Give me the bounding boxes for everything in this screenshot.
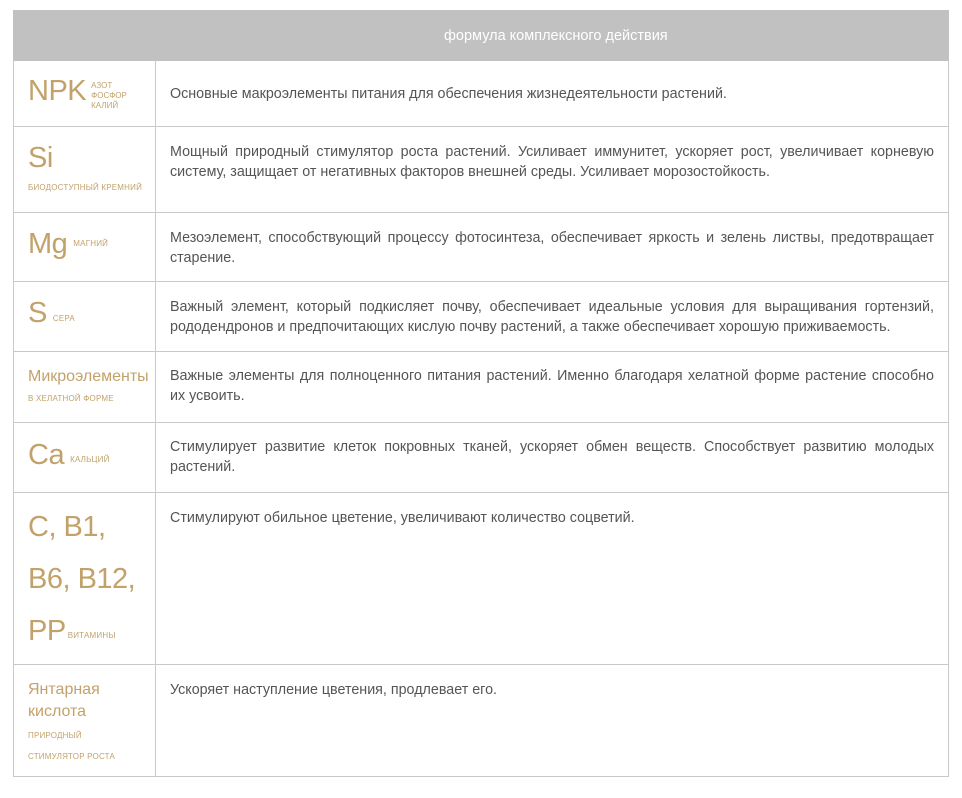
- element-symbol-line: B6, B12,: [28, 563, 136, 595]
- element-subtitle: КАЛЬЦИЙ: [70, 454, 110, 464]
- table-row: [14, 61, 949, 127]
- table-row: [14, 423, 949, 493]
- element-subtitle: В ХЕЛАТНОЙ ФОРМЕ: [28, 394, 114, 403]
- description-text: Стимулируют обильное цветение, увеличивают количество соцветий.: [170, 510, 635, 526]
- description-text: Важный элемент, который подкисляет почву, обеспечивает идеальные условия для выращивания гортензий, рододендронов и предпочитающих кислую почву растений, а также обеспечивает хорошую приживаемость.: [170, 299, 934, 335]
- element-cell-vitamins: [14, 493, 156, 665]
- element-subtitle: БИОДОСТУПНЫЙ КРЕМНИЙ: [28, 183, 143, 192]
- element-cell-micro: [14, 352, 156, 423]
- table-row: [14, 127, 949, 213]
- element-cell-ca: [14, 423, 156, 493]
- element-subtitle-line: АЗОТ: [91, 80, 113, 90]
- description-text: Мезоэлемент, способствующий процессу фотосинтеза, обеспечивает яркость и зелень листвы, предотвращает старение.: [170, 230, 934, 266]
- table-header: [14, 11, 949, 61]
- element-symbol: Ca: [28, 439, 65, 471]
- element-cell-succinic: [14, 665, 156, 777]
- description-text: Стимулирует развитие клеток покровных тканей, ускоряет обмен веществ. Способствует развитию молодых растений.: [170, 439, 934, 475]
- element-subtitle: [91, 81, 127, 111]
- description-cell: [156, 665, 949, 777]
- element-symbol: Si: [28, 142, 53, 174]
- element-cell-s: [14, 282, 156, 352]
- element-symbol: Mg: [28, 228, 68, 260]
- description-text: Ускоряет наступление цветения, продлевает его.: [170, 682, 497, 698]
- element-cell-mg: [14, 213, 156, 282]
- formula-table: [13, 10, 949, 777]
- description-cell: [156, 282, 949, 352]
- element-subtitle: СЕРА: [52, 314, 75, 323]
- element-cell-npk: [14, 61, 156, 127]
- element-symbol-line: Янтарная: [28, 681, 100, 698]
- element-symbol: S: [28, 297, 47, 329]
- element-symbol-line: PP: [28, 615, 66, 647]
- description-cell: [156, 127, 949, 213]
- description-cell: [156, 213, 949, 282]
- description-cell: [156, 61, 949, 127]
- table-header-row: [14, 11, 949, 61]
- table-row: [14, 493, 949, 665]
- element-subtitle-line: КАЛИЙ: [91, 100, 119, 110]
- description-text: Важные элементы для полноценного питания растений. Именно благодаря хелатной форме растение способно их усвоить.: [170, 368, 934, 404]
- element-subtitle: ВИТАМИНЫ: [67, 630, 116, 640]
- description-cell: [156, 352, 949, 423]
- element-subtitle-line: ПРИРОДНЫЙ: [28, 731, 82, 740]
- description-cell: [156, 493, 949, 665]
- table-title: формула комплексного действия: [444, 27, 668, 44]
- element-subtitle-line: СТИМУЛЯТОР РОСТА: [28, 752, 116, 761]
- element-subtitle: МАГНИЙ: [73, 239, 109, 248]
- table-row: [14, 213, 949, 282]
- element-subtitle-line: ФОСФОР: [91, 90, 127, 100]
- table-row: [14, 352, 949, 423]
- description-text: Основные макроэлементы питания для обеспечения жизнедеятельности растений.: [170, 85, 727, 102]
- element-symbol-line: кислота: [28, 703, 87, 720]
- element-symbol: NPK: [28, 75, 87, 108]
- table-row: [14, 665, 949, 777]
- element-cell-si: [14, 127, 156, 213]
- element-symbol: Микроэлементы: [28, 368, 149, 385]
- table-row: [14, 282, 949, 352]
- description-text: Мощный природный стимулятор роста растений. Усиливает иммунитет, ускоряет рост, увеличивает корневую систему, защищает от негативных факторов внешней среды. Усиливает морозостойкость.: [170, 144, 934, 180]
- description-cell: [156, 423, 949, 493]
- element-symbol-line: C, B1,: [28, 511, 106, 543]
